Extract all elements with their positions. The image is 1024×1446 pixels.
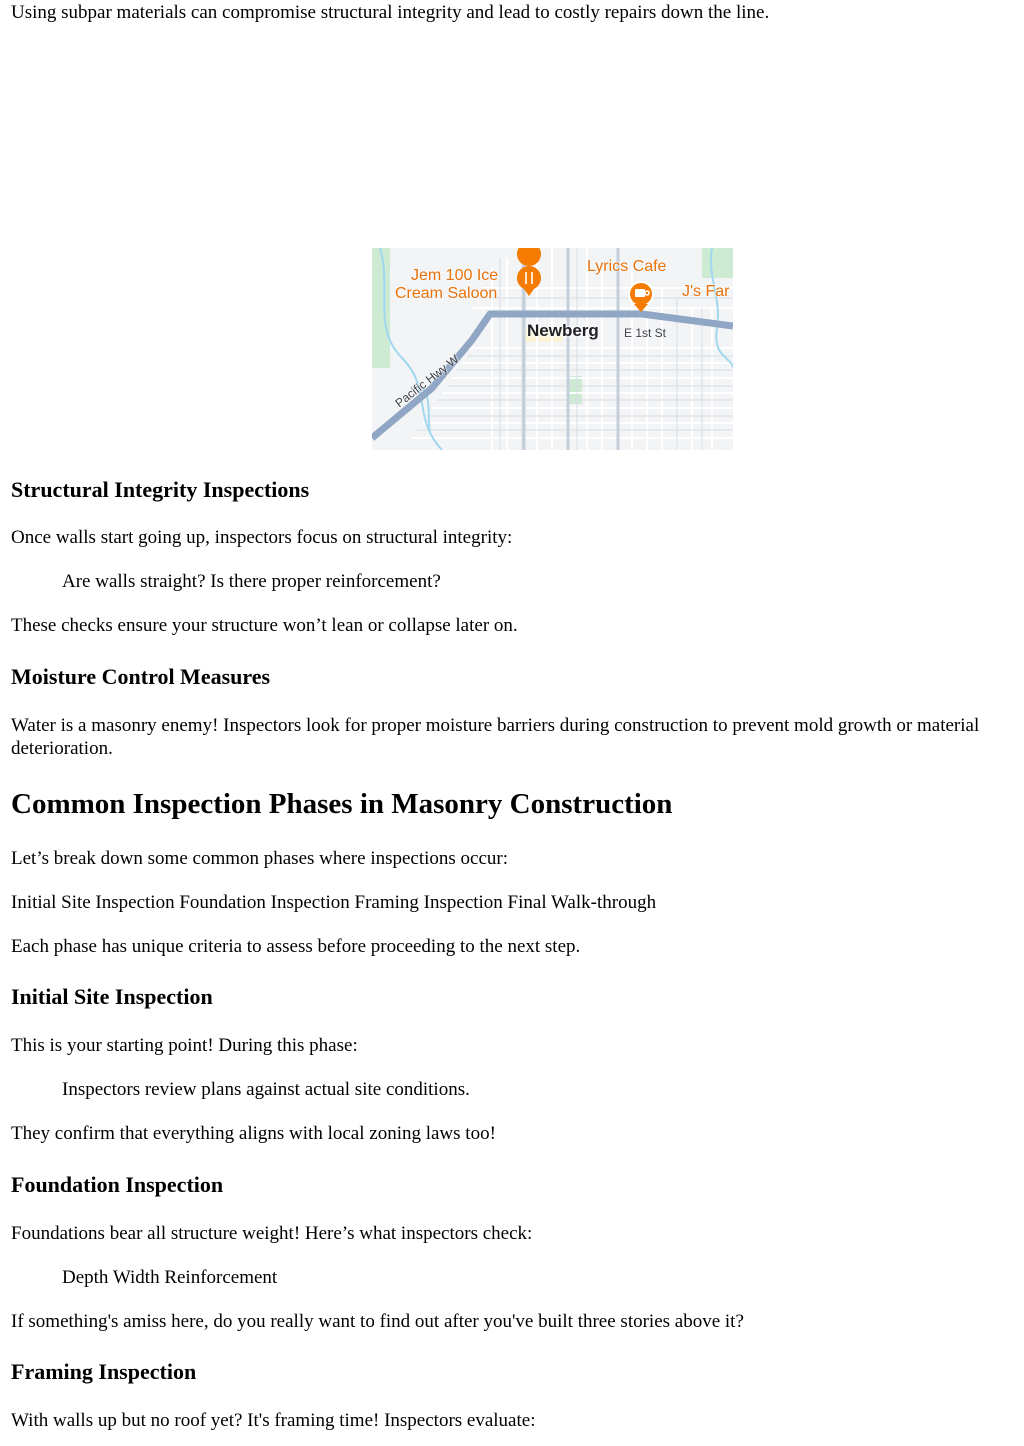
- map-poi-label[interactable]: Cream Saloon: [395, 285, 498, 302]
- paragraph: Initial Site Inspection Foundation Inspection Framing Inspection Final Walk-through: [11, 892, 657, 913]
- map-highway-label: Pacific Hwy W: [392, 351, 462, 411]
- section-heading: Initial Site Inspection: [11, 984, 213, 1009]
- section-heading: Framing Inspection: [11, 1359, 197, 1384]
- blockquote: Inspectors review plans against actual site conditions.: [62, 1079, 470, 1100]
- paragraph: Each phase has unique criteria to assess before proceeding to the next step.: [11, 936, 581, 957]
- paragraph: They confirm that everything aligns with local zoning laws too!: [11, 1123, 496, 1144]
- map-poi-label[interactable]: J's Far: [682, 283, 730, 300]
- page-heading: Common Inspection Phases in Masonry Construction: [11, 788, 673, 820]
- blockquote: Depth Width Reinforcement: [62, 1267, 278, 1288]
- section-heading: Moisture Control Measures: [11, 664, 271, 689]
- paragraph: Once walls start going up, inspectors focus on structural integrity:: [11, 527, 513, 548]
- paragraph: Let’s break down some common phases where inspections occur:: [11, 848, 509, 869]
- section-heading: Foundation Inspection: [11, 1172, 224, 1197]
- section-heading: Structural Integrity Inspections: [11, 477, 310, 502]
- map-street-label: E 1st St: [624, 326, 667, 340]
- paragraph: These checks ensure your structure won’t lean or collapse later on.: [11, 615, 518, 636]
- paragraph: Water is a masonry enemy! Inspectors look for proper moisture barriers during construction to prevent mold growth or material deterioration.: [11, 715, 980, 759]
- paragraph: With walls up but no roof yet? It's framing time! Inspectors evaluate:: [11, 1410, 536, 1431]
- paragraph: This is your starting point! During this phase:: [11, 1035, 358, 1056]
- paragraph: If something's amiss here, do you really want to find out after you've built three stories above it?: [11, 1311, 744, 1332]
- map-poi-label[interactable]: Lyrics Cafe: [587, 258, 667, 275]
- paragraph: Foundations bear all structure weight! Here’s what inspectors check:: [11, 1223, 533, 1244]
- map-city-label: Newberg: [527, 321, 599, 340]
- map-poi-label[interactable]: Jem 100 Ice: [411, 267, 499, 284]
- blockquote: Are walls straight? Is there proper reinforcement?: [62, 571, 441, 592]
- map-embed[interactable]: [372, 248, 733, 450]
- intro-paragraph: Using subpar materials can compromise structural integrity and lead to costly repairs down the line.: [11, 2, 770, 23]
